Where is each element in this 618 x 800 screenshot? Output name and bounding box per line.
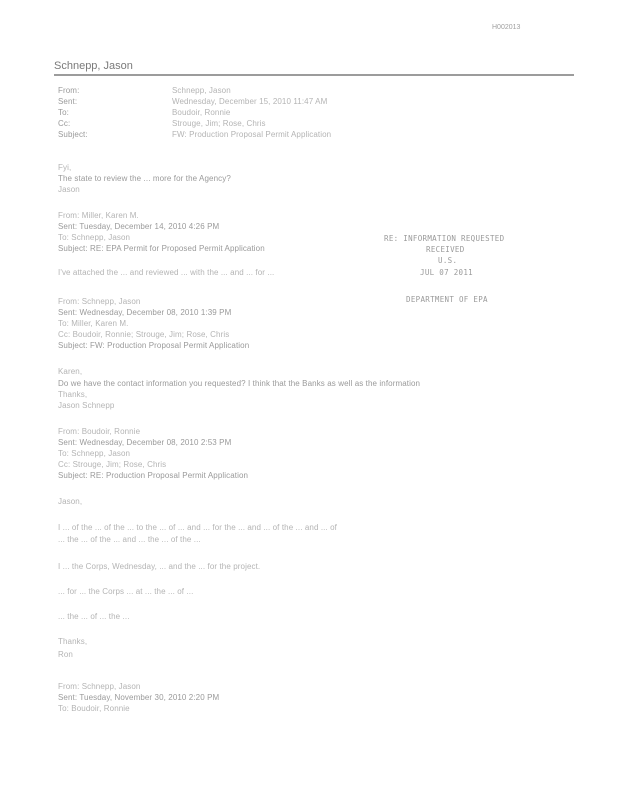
- msg4-sent: Sent: Tuesday, November 30, 2010 2:20 PM: [58, 693, 220, 702]
- msg3-para3: ... for ... the Corps ... at ... the ... of ...: [58, 587, 194, 596]
- cc-value: Strouge, Jim; Rose, Chris: [172, 119, 266, 128]
- msg1-body: I've attached the ... and reviewed ... with the ... and ... for ...: [58, 268, 275, 277]
- msg3-sent: Sent: Wednesday, December 08, 2010 2:53 PM: [58, 438, 232, 447]
- msg2-body: Do we have the contact information you requested? I think that the Banks as well as the information: [58, 379, 421, 388]
- subject-label: Subject:: [58, 130, 88, 139]
- msg2-cc: Cc: Boudoir, Ronnie; Strouge, Jim; Rose, Chris: [58, 330, 230, 339]
- msg3-cc: Cc: Strouge, Jim; Rose, Chris: [58, 460, 167, 469]
- msg3-greeting: Jason,: [58, 497, 83, 506]
- msg1-from: From: Miller, Karen M.: [58, 211, 139, 220]
- msg3-to: To: Schnepp, Jason: [58, 449, 131, 458]
- stamp-line-5: DEPARTMENT OF EPA: [406, 295, 488, 304]
- msg2-sent: Sent: Wednesday, December 08, 2010 1:39 PM: [58, 308, 232, 317]
- msg2-subject: Subject: FW: Production Proposal Permit Application: [58, 341, 250, 350]
- msg3-para1b: ... the ... of the ... and ... the ... of the ...: [58, 535, 201, 544]
- msg3-para2: I ... the Corps, Wednesday, ... and the ... for the project.: [58, 562, 261, 571]
- from-label: From:: [58, 86, 80, 95]
- stamp-line-3: U.S.: [438, 256, 458, 265]
- msg2-signoff: Jason Schnepp: [58, 401, 115, 410]
- msg2-closing: Thanks,: [58, 390, 88, 399]
- stamp-line-4: JUL 07 2011: [420, 268, 473, 277]
- sent-value: Wednesday, December 15, 2010 11:47 AM: [172, 97, 328, 106]
- msg4-from: From: Schnepp, Jason: [58, 682, 141, 691]
- stamp-line-2: RECEIVED: [426, 245, 465, 254]
- msg3-subject: Subject: RE: Production Proposal Permit Application: [58, 471, 249, 480]
- msg2-from: From: Schnepp, Jason: [58, 297, 141, 306]
- msg2-to: To: Miller, Karen M.: [58, 319, 129, 328]
- msg3-para1a: I ... of the ... of the ... to the ... of ... and ... for the ... and ... of the ... and ... of: [58, 523, 337, 532]
- reply-question: The state to review the ... more for the Agency?: [58, 174, 231, 183]
- msg3-para4: ... the ... of ... the ...: [58, 612, 130, 621]
- to-value: Boudoir, Ronnie: [172, 108, 231, 117]
- msg2-greeting: Karen,: [58, 367, 83, 376]
- sent-label: Sent:: [58, 97, 78, 106]
- page-number: H002013: [492, 24, 521, 31]
- msg4-to: To: Boudoir, Ronnie: [58, 704, 130, 713]
- reply-signoff: Jason: [58, 185, 80, 194]
- msg1-sent: Sent: Tuesday, December 14, 2010 4:26 PM: [58, 222, 220, 231]
- reply-greeting: Fyi,: [58, 163, 72, 172]
- msg3-closing: Thanks,: [58, 637, 88, 646]
- msg3-from: From: Boudoir, Ronnie: [58, 427, 141, 436]
- msg3-signoff: Ron: [58, 650, 73, 659]
- msg1-subject: Subject: RE: EPA Permit for Proposed Permit Application: [58, 244, 265, 253]
- from-value: Schnepp, Jason: [172, 86, 231, 95]
- subject-value: FW: Production Proposal Permit Application: [172, 130, 332, 139]
- sender-name: Schnepp, Jason: [54, 60, 133, 72]
- to-label: To:: [58, 108, 69, 117]
- cc-label: Cc:: [58, 119, 71, 128]
- stamp-line-1: RE: INFORMATION REQUESTED: [384, 234, 505, 243]
- msg1-to: To: Schnepp, Jason: [58, 233, 131, 242]
- header-rule: [54, 74, 574, 76]
